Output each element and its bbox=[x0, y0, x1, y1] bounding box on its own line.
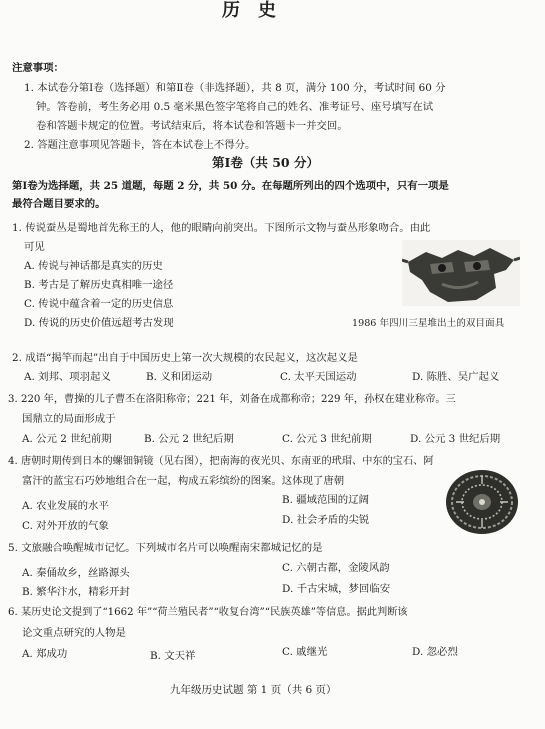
q3-option-a: A. 公元 2 世纪前期 bbox=[22, 433, 112, 445]
q2-stem: 2. 成语“揭竿而起”出自于中国历史上第一次大规模的农民起义，这次起义是 bbox=[12, 352, 358, 364]
section-intro-1: 第Ⅰ卷为选择题，共 25 道题，每题 2 分，共 50 分。在每题所列出的四个选项中，只有一项是 bbox=[12, 180, 449, 192]
q1-stem-1: 1. 传说蚕丛是蜀地首先称王的人，他的眼睛向前突出。下图所示文物与蚕丛形象吻合。由此 bbox=[12, 222, 431, 234]
page-footer: 九年级历史试题 第 1 页（共 6 页） bbox=[170, 684, 337, 696]
q2-option-d: D. 陈胜、吴广起义 bbox=[412, 371, 500, 383]
q2-option-c: C. 太平天国运动 bbox=[280, 371, 357, 383]
q3-option-b: B. 公元 2 世纪后期 bbox=[144, 433, 234, 445]
q6-stem-2: 论文重点研究的人物是 bbox=[22, 627, 126, 639]
q3-stem-2: 国鼎立的局面形成于 bbox=[22, 413, 116, 425]
notice-line-2: 钟。答卷前，考生务必用 0.5 毫米黑色签字笔将自己的姓名、准考证号、座号填写在试 bbox=[36, 101, 434, 113]
q5-option-c: C. 六朝古都，金陵风韵 bbox=[282, 562, 390, 574]
q6-option-b: B. 文天祥 bbox=[150, 650, 196, 662]
q1-option-d: D. 传说的历史价值远超考古发现 bbox=[24, 317, 174, 329]
q4-option-b: B. 疆域范围的辽阔 bbox=[282, 494, 369, 506]
sanxingdui-mask-image bbox=[402, 240, 520, 306]
notice-line-3: 卷和答题卡规定的位置。考试结束后，将本试卷和答题卡一并交回。 bbox=[36, 120, 348, 132]
q1-option-a: A. 传说与神话都是真实的历史 bbox=[24, 260, 163, 272]
q3-option-c: C. 公元 3 世纪前期 bbox=[282, 433, 372, 445]
q4-option-d: D. 社会矛盾的尖锐 bbox=[282, 514, 370, 526]
tang-mirror-image bbox=[444, 468, 520, 536]
q5-option-d: D. 千古宋城，梦回临安 bbox=[282, 583, 391, 595]
q3-option-d: D. 公元 3 世纪后期 bbox=[410, 433, 501, 445]
q6-option-c: C. 戚继光 bbox=[282, 646, 328, 658]
q4-option-a: A. 农业发展的水平 bbox=[22, 500, 109, 512]
q4-stem-2: 富汗的蓝宝石巧妙地组合在一起，构成五彩缤纷的图案。这体现了唐朝 bbox=[22, 475, 345, 487]
q1-image-caption: 1986 年四川三星堆出土的双目面具 bbox=[352, 318, 505, 329]
q5-stem: 5. 文旅融合唤醒城市记忆。下列城市名片可以唤醒南宋都城记忆的是 bbox=[8, 542, 323, 554]
q5-option-b: B. 繁华汴水，精彩开封 bbox=[22, 586, 130, 598]
notice-line-4: 2. 答题注意事项见答题卡，答在本试卷上不得分。 bbox=[24, 139, 256, 151]
q4-stem-1: 4. 唐朝时期传到日本的螺钿铜镜（见右图），把南海的夜光贝、东南亚的玳瑁、中东的宝石、阿 bbox=[8, 456, 434, 467]
q6-stem-1: 6. 某历史论文提到了“1662 年”“荷兰殖民者”“收复台湾”“民族英雄”等信息。据此判断该 bbox=[8, 607, 408, 618]
q5-option-a: A. 秦俑故乡，丝路源头 bbox=[22, 567, 130, 579]
q2-option-a: A. 刘邦、项羽起义 bbox=[24, 371, 111, 383]
notice-line-1: 1. 本试卷分第Ⅰ卷（选择题）和第Ⅱ卷（非选择题），共 8 页，满分 100 分，考试时间 60 分 bbox=[24, 82, 446, 94]
page-title: 历史 bbox=[222, 0, 294, 21]
q1-option-b: B. 考古是了解历史真相唯一途径 bbox=[24, 279, 174, 291]
q1-option-c: C. 传说中蕴含着一定的历史信息 bbox=[24, 298, 174, 310]
q1-stem-2: 可见 bbox=[24, 241, 45, 253]
section-title: 第Ⅰ卷（共 50 分） bbox=[212, 155, 319, 170]
section-intro-2: 最符合题目要求的。 bbox=[12, 198, 106, 210]
q4-option-c: C. 对外开放的气象 bbox=[22, 520, 109, 532]
notice-heading: 注意事项： bbox=[12, 62, 64, 74]
q6-option-a: A. 郑成功 bbox=[22, 648, 68, 660]
q3-stem-1: 3. 220 年，曹操的儿子曹丕在洛阳称帝；221 年，刘备在成都称帝；229 年，孙权在建业称帝。三 bbox=[8, 394, 456, 405]
q2-option-b: B. 义和团运动 bbox=[146, 371, 213, 383]
q6-option-d: D. 忽必烈 bbox=[412, 646, 458, 658]
